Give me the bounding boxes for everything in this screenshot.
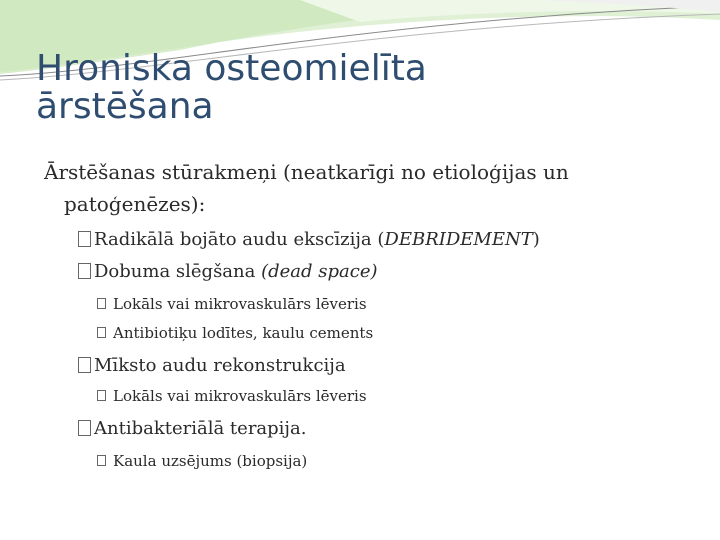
checkbox-bullet-icon [97,298,106,309]
checkbox-bullet-icon [78,263,91,279]
list-item: Radikālā bojāto audu ekscīzija (DEBRIDEMENT) [78,229,540,250]
intro-line-2: patoģenēzes): [64,192,206,216]
title-line-2: ārstēšana [36,86,214,127]
checkbox-bullet-icon [78,231,91,247]
list-item: Mīksto audu rekonstrukcija [78,355,346,376]
list-item: Dobuma slēgšana (dead space) [78,261,378,282]
list-item: Kaula uzsējums (biopsija) [97,452,307,470]
checkbox-bullet-icon [78,420,91,436]
title-line-1: Hroniska osteomielīta [36,48,427,89]
list-item: Lokāls vai mikrovaskulārs lēveris [97,387,367,405]
checkbox-bullet-icon [78,357,91,373]
list-item: Lokāls vai mikrovaskulārs lēveris [97,295,367,313]
checkbox-bullet-icon [97,327,106,338]
list-item: Antibakteriālā terapija. [78,418,306,439]
intro-line-1: Ārstēšanas stūrakmeņi (neatkarīgi no etioloģijas un [44,160,569,184]
checkbox-bullet-icon [97,390,106,401]
checkbox-bullet-icon [97,455,106,466]
list-item: Antibiotiķu lodītes, kaulu cements [97,324,373,342]
